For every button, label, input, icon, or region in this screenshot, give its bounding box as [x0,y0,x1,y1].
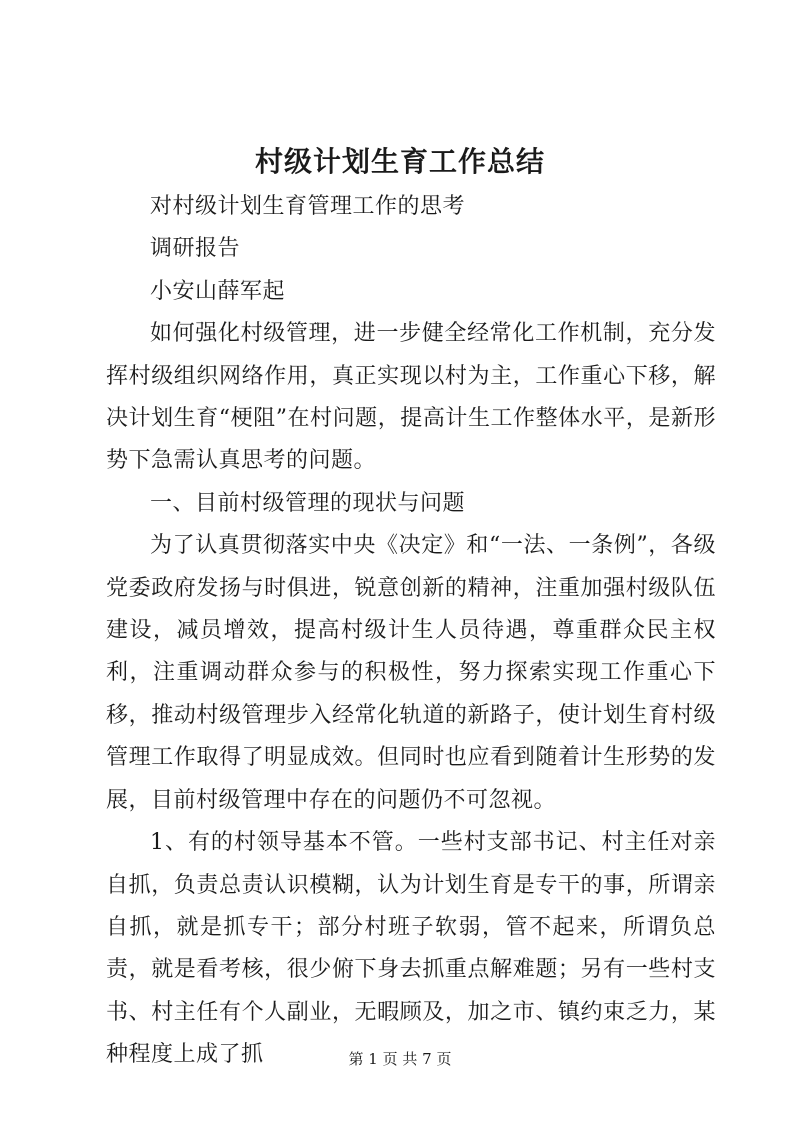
paragraph-intro: 如何强化村级管理，进一步健全经常化工作机制，充分发挥村级组织网络作用，真正实现以村为主，工作重心下移，解决计划生育“梗阻”在村问题，提高计生工作整体水平，是新形势下急需认真思考的问题。 [106,321,716,474]
page-footer: 第 1 页 共 7 页 [348,1050,452,1068]
paragraph-subtitle: 对村级计划生育管理工作的思考 [150,194,466,219]
document-title: 村级计划生育工作总结 [254,145,545,178]
paragraph-report-label: 调研报告 [150,236,241,262]
paragraph-author: 小安山薛军起 [150,278,286,304]
paragraph-status: 为了认真贯彻落实中央《决定》和“一法、一条例”，各级党委政府发扬与时俱进，锐意创新的精神，注重加强村级队伍建设，减员增效，提高村级计生人员待遇，尊重群众民主权利，注重调动群众参与的积极性，努力探索实现工作重心下移，推动村级管理步入经常化轨道的新路子，使计划生育村级管理工作取得了明显成效。但同时也应看到随着计生形势的发展，目前村级管理中存在的问题仍不可忽视。 [106,533,716,813]
document-body [106,186,716,1077]
paragraph-issue-1: 1、有的村领导基本不管。一些村支部书记、村主任对亲自抓，负责总责认识模糊，认为计划生育是专干的事，所谓亲自抓，就是抓专干；部分村班子软弱，管不起来，所谓负总责，就是看考核，很少俯下身去抓重点解难题；另有一些村支书、村主任有个人副业，无暇顾及，加之市、镇约束乏力，某种程度上成了抓 [106,830,716,1068]
section-heading: 一、目前村级管理的现状与问题 [150,490,466,516]
